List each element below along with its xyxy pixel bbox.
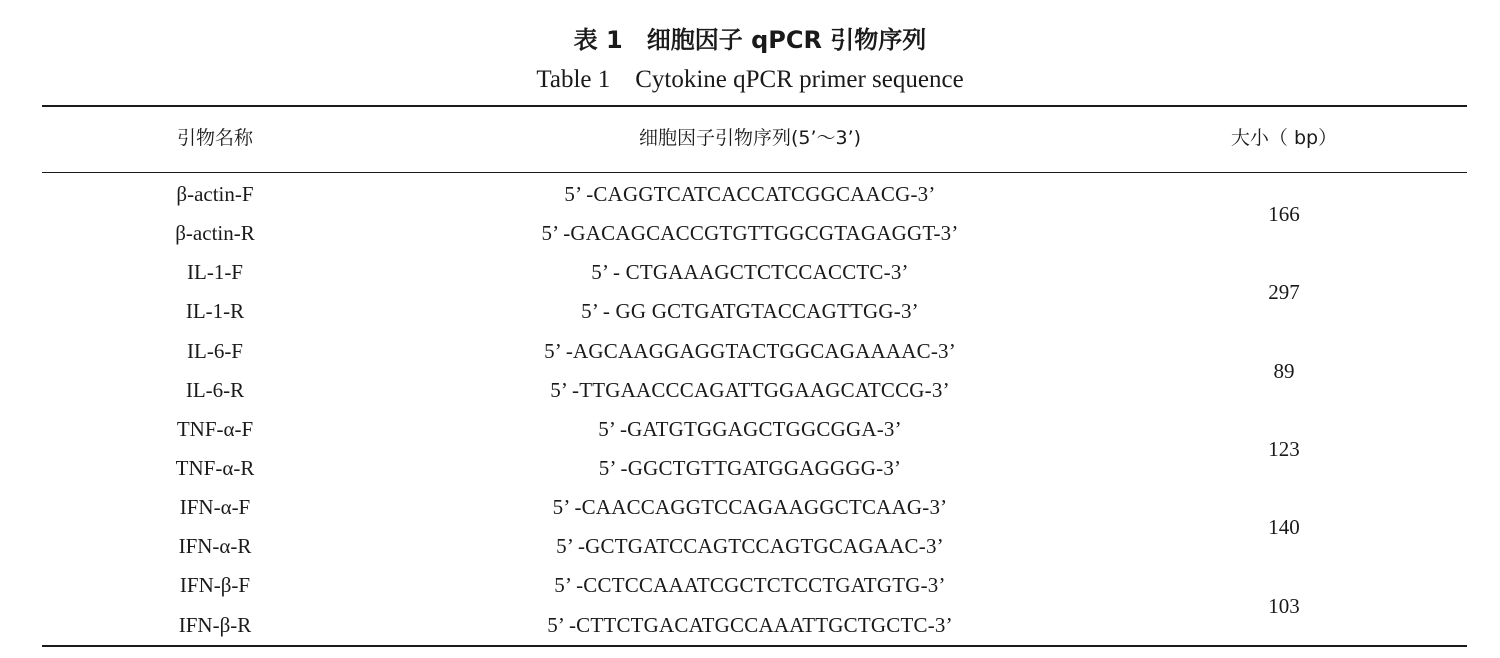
top-rule [42, 105, 1467, 107]
product-size-cell: 140 [1268, 515, 1300, 540]
product-size-cell: 89 [1273, 358, 1295, 383]
primer-name-cell: IL-1-R [185, 299, 245, 324]
primer-name-cell: IFN-β-R [178, 612, 252, 637]
size-column [0, 175, 1500, 645]
table-caption-en: Table 1 Cytokine qPCR primer sequence [536, 66, 964, 93]
primer-name-cell: β-actin-R [175, 221, 255, 246]
header-primer-sequence: 细胞因子引物序列(5’～3’) [638, 127, 862, 149]
primer-name-cell: IL-1-F [187, 260, 243, 285]
primer-name-cell: IL-6-F [187, 338, 243, 363]
primer-name-cell: IFN-β-F [179, 573, 251, 598]
primer-sequence-cell: 5’ -AGCAAGGAGGTACTGGCAGAAAAC-3’ [544, 338, 956, 363]
header-primer-name: 引物名称 [176, 127, 253, 149]
primer-sequence-cell: 5’ -CAACCAGGTCCAGAAGGCTCAAG-3’ [552, 495, 948, 520]
primer-sequence-cell: 5’ -GACAGCACCGTGTTGGCGTAGAGGT-3’ [541, 221, 959, 246]
primer-sequence-cell: 5’ -GATGTGGAGCTGGCGGA-3’ [598, 416, 902, 441]
primer-name-cell: IFN-α-R [178, 534, 252, 559]
product-size-cell: 123 [1268, 436, 1300, 461]
product-size-cell: 103 [1268, 593, 1300, 618]
primer-sequence-cell: 5’ -TTGAACCCAGATTGGAAGCATCCG-3’ [550, 377, 950, 402]
primer-sequence-cell: 5’ - GG GCTGATGTACCAGTTGG-3’ [581, 299, 919, 324]
primer-name-cell: IL-6-R [185, 377, 245, 402]
primer-name-cell: β-actin-F [176, 182, 254, 206]
primer-sequence-cell: 5’ -CTTCTGACATGCCAAATTGCTGCTC-3’ [547, 612, 953, 637]
header-size: 大小（ bp） [1230, 127, 1338, 149]
primer-sequence-cell: 5’ -GCTGATCCAGTCCAGTGCAGAAC-3’ [556, 534, 944, 559]
primer-sequence-cell: 5’ -CCTCCAAATCGCTCTCCTGATGTG-3’ [554, 573, 946, 598]
bottom-rule [42, 645, 1467, 647]
table-caption-cn: 表 1 细胞因子 qPCR 引物序列 [573, 26, 927, 54]
primer-sequence-cell: 5’ - CTGAAAGCTCTCCACCTC-3’ [591, 260, 909, 285]
header-rule [42, 172, 1467, 173]
primer-name-cell: TNF-α-R [175, 455, 255, 480]
primer-name-cell: TNF-α-F [176, 416, 254, 441]
product-size-cell: 297 [1268, 280, 1300, 305]
primer-sequence-cell: 5’ -GGCTGTTGATGGAGGGG-3’ [598, 455, 902, 480]
primer-name-cell: IFN-α-F [179, 495, 251, 520]
product-size-cell: 166 [1268, 202, 1300, 226]
primer-sequence-cell: 5’ -CAGGTCATCACCATCGGCAACG-3’ [564, 182, 936, 206]
